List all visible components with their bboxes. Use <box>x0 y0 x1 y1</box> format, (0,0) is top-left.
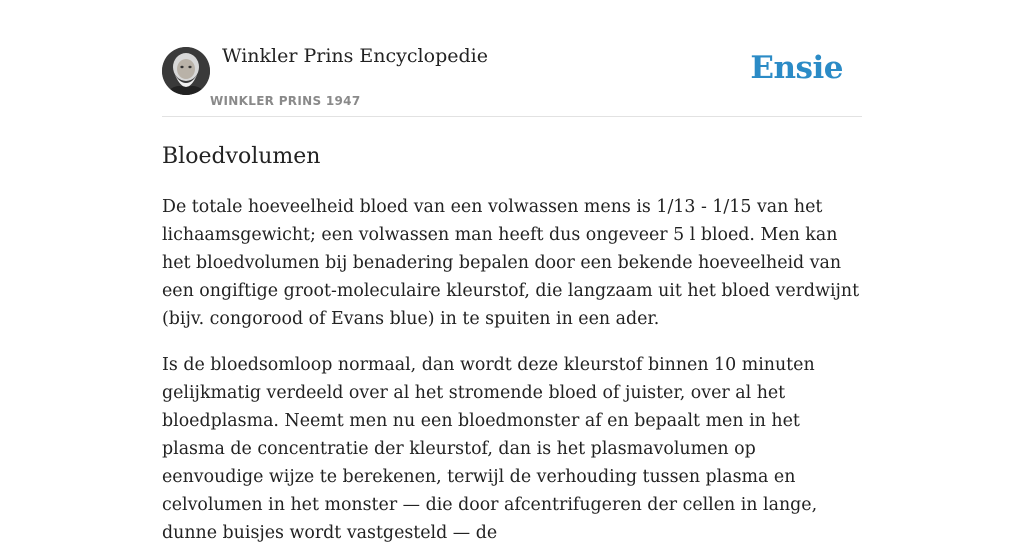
source-subtitle[interactable]: WINKLER PRINS 1947 <box>210 94 361 108</box>
author-portrait-icon <box>162 47 210 95</box>
brand-logo[interactable]: Ensie <box>750 50 843 86</box>
article-title: Bloedvolumen <box>162 144 321 169</box>
article-paragraph: Is de bloedsomloop normaal, dan wordt deze kleurstof binnen 10 minuten gelijkmatig verdeeld over al het stromende bloed of juister, over al het bloedplasma. Neemt men nu een bloedmonster af en bepaalt men in het plasma de concentratie der kleurstof, dan is het plasmavolumen op eenvoudige wijze te berekenen, terwijl de verhouding tussen plasma en celvolumen in het monster — die door afcentrifugeren der cellen in lange, dunne buisjes wordt vastgesteld — de <box>162 355 818 543</box>
source-title[interactable]: Winkler Prins Encyclopedie <box>222 45 488 67</box>
article-paragraph: De totale hoeveelheid bloed van een volwassen mens is 1/13 - 1/15 van het lichaamsgewicht; een volwassen man heeft dus ongeveer 5 l bloed. Men kan het bloedvolumen bij benadering bepalen door een bekende hoeveelheid van een ongiftige groot-moleculaire kleurstof, die langzaam uit het bloed verdwijnt (bijv. congorood of Evans blue) in te spuiten in een ader. <box>162 197 860 329</box>
source-header <box>162 0 862 117</box>
page <box>162 0 862 547</box>
avatar[interactable] <box>162 47 210 95</box>
